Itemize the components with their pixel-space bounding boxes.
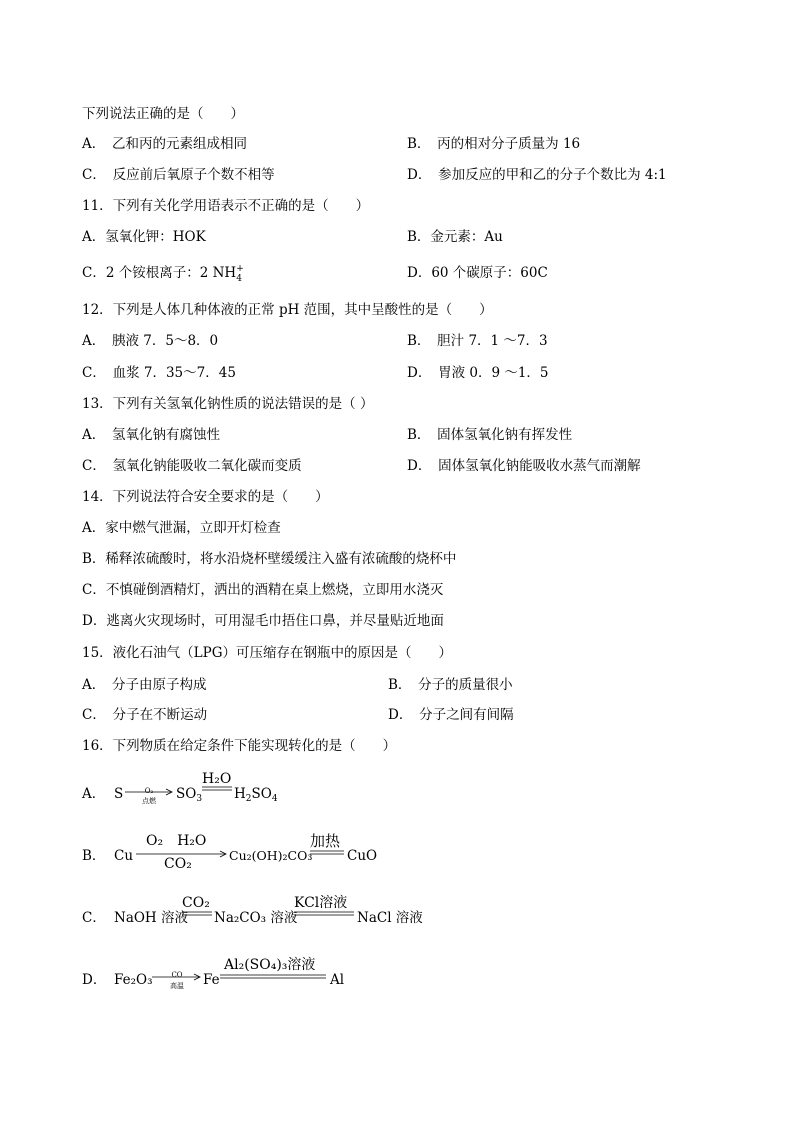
q16-option-b-cond-bottom: CO₂ (164, 856, 192, 872)
q16-option-d-arrow2 (220, 956, 328, 982)
h2so4-so: SO (251, 786, 272, 802)
q12-option-a: A． 胰液 7．5～8．0 (82, 333, 219, 349)
q10-option-b: B． 丙的相对分子质量为 16 (407, 136, 581, 152)
double-line-icon (294, 894, 356, 920)
q16-option-a-arrow2 (202, 770, 234, 794)
q16-option-a-cond1: O₂ (144, 787, 154, 795)
double-line-icon (220, 956, 328, 982)
q13-option-b: B． 固体氢氧化钠有挥发性 (407, 427, 573, 443)
q16-option-a-so3 (176, 785, 202, 808)
q11-stem: 11．下列有关化学用语表示不正确的是（ ） (82, 198, 370, 214)
double-line-icon (310, 832, 346, 858)
q16-option-b-end: CuO (347, 848, 378, 864)
double-line-icon (202, 770, 234, 794)
q16-option-d-end: Al (330, 972, 345, 988)
q13-option-c: C． 氢氧化钠能吸收二氧化碳而变质 (82, 458, 302, 474)
q16-option-d-arrow1 (152, 966, 202, 988)
q14-option-b: B．稀释浓硫酸时，将水沿烧杯壁缓缓注入盛有浓硫酸的烧杯中 (82, 551, 457, 567)
q16-option-c-arrow2 (294, 894, 356, 920)
q16-option-c-label: C． (82, 910, 106, 926)
q14-stem: 14．下列说法符合安全要求的是（ ） (82, 489, 329, 505)
so3-text: SO (176, 786, 197, 802)
q16-option-a-h2so4 (234, 785, 278, 808)
q16-option-a-sulfur: S (114, 786, 124, 802)
q16-option-d-cond1: CO (171, 971, 183, 979)
q15-option-a: A． 分子由原子构成 (82, 677, 207, 693)
q14-option-d: D．逃离火灾现场时，可用湿毛巾捂住口鼻，并尽量贴近地面 (82, 613, 444, 629)
q16-stem: 16．下列物质在给定条件下能实现转化的是（ ） (82, 738, 397, 754)
q16-option-c-cond1: CO₂ (182, 895, 210, 911)
q16-option-a-cond2: H₂O (202, 771, 232, 787)
q16-option-b-arrow2 (310, 832, 346, 858)
q11-option-b: B．金元素：Au (407, 229, 503, 245)
q13-stem: 13．下列有关氢氧化钠性质的说法错误的是（ ） (82, 396, 374, 412)
q10-option-d: D． 参加反应的甲和乙的分子个数比为 4:1 (407, 167, 667, 183)
so3-subscript: 3 (196, 794, 203, 804)
double-line-icon (182, 894, 214, 920)
h2so4-sub1: 2 (245, 794, 252, 804)
q16-option-a-arrow1 (124, 782, 174, 804)
q16-option-b-mid: Cu₂(OH)₂CO₃ (229, 848, 313, 863)
q16-option-d-mid: Fe (203, 972, 220, 988)
q16-option-c-end: NaCl 溶液 (357, 910, 423, 926)
q11-option-c-prefix: C．2 个铵根离子：2 (82, 265, 209, 281)
q11-option-c (82, 264, 242, 282)
q12-stem: 12．下列是人体几种体液的正常 pH 范围，其中呈酸性的是（ ） (82, 302, 493, 318)
q14-option-a: A．家中燃气泄漏，立即开灯检查 (82, 520, 281, 536)
q13-option-a: A． 氢氧化钠有腐蚀性 (82, 427, 220, 443)
q12-option-d: D． 胃液 0．9 ～1．5 (407, 365, 549, 381)
q16-option-b-cu: Cu (114, 848, 134, 864)
q16-option-b-arrow1 (136, 832, 228, 878)
ammonium-subscript: 4 (236, 274, 242, 284)
h2so4-sub2: 4 (271, 794, 278, 804)
q16-option-d-cond1-bottom: 高温 (170, 982, 184, 990)
q16-option-c-arrow1 (182, 894, 214, 920)
q12-option-c: C． 血浆 7．35～7．45 (82, 365, 236, 381)
ammonium-charge: + (236, 264, 244, 274)
q16-option-c-cond2: KCl溶液 (294, 895, 348, 911)
q14-option-c: C．不慎碰倒酒精灯，洒出的酒精在桌上燃烧，立即用水浇灭 (82, 582, 444, 598)
q15-stem: 15．液化石油气（LPG）可压缩存在钢瓶中的原因是（ ） (82, 645, 453, 661)
q16-option-c-start: NaOH 溶液 (114, 910, 188, 926)
q15-option-b: B． 分子的质量很小 (388, 677, 513, 693)
q16-option-b-cond-top: O₂ H₂O (146, 833, 207, 849)
q16-option-b-cond2: 加热 (310, 832, 341, 850)
q16-option-a-cond1-bottom: 点燃 (142, 797, 156, 805)
q16-option-d-label: D． (82, 972, 107, 988)
q10-option-a: A． 乙和丙的元素组成相同 (82, 136, 247, 152)
q16-option-d-start: Fe₂O₃ (114, 972, 153, 988)
q15-option-d: D． 分子之间有间隔 (388, 707, 514, 723)
q16-option-c-mid: Na₂CO₃ 溶液 (214, 910, 298, 926)
ammonium-formula: NH (212, 265, 237, 281)
q10-stem: 下列说法正确的是（ ） (82, 106, 244, 122)
q12-option-b: B． 胆汁 7．1 ～7．3 (407, 333, 548, 349)
q16-option-a-label: A． (82, 786, 106, 802)
q11-option-d: D．60 个碳原子：60C (407, 265, 548, 281)
h2so4-h: H (234, 786, 246, 802)
q13-option-d: D． 固体氢氧化钠能吸收水蒸气而潮解 (407, 458, 641, 474)
q11-option-a: A．氢氧化钾：HOK (82, 229, 206, 245)
q16-option-d-cond2: Al₂(SO₄)₃溶液 (224, 957, 316, 973)
q10-option-c: C． 反应前后氧原子个数不相等 (82, 167, 275, 183)
q15-option-c: C． 分子在不断运动 (82, 707, 208, 723)
q16-option-b-label: B． (82, 848, 106, 864)
